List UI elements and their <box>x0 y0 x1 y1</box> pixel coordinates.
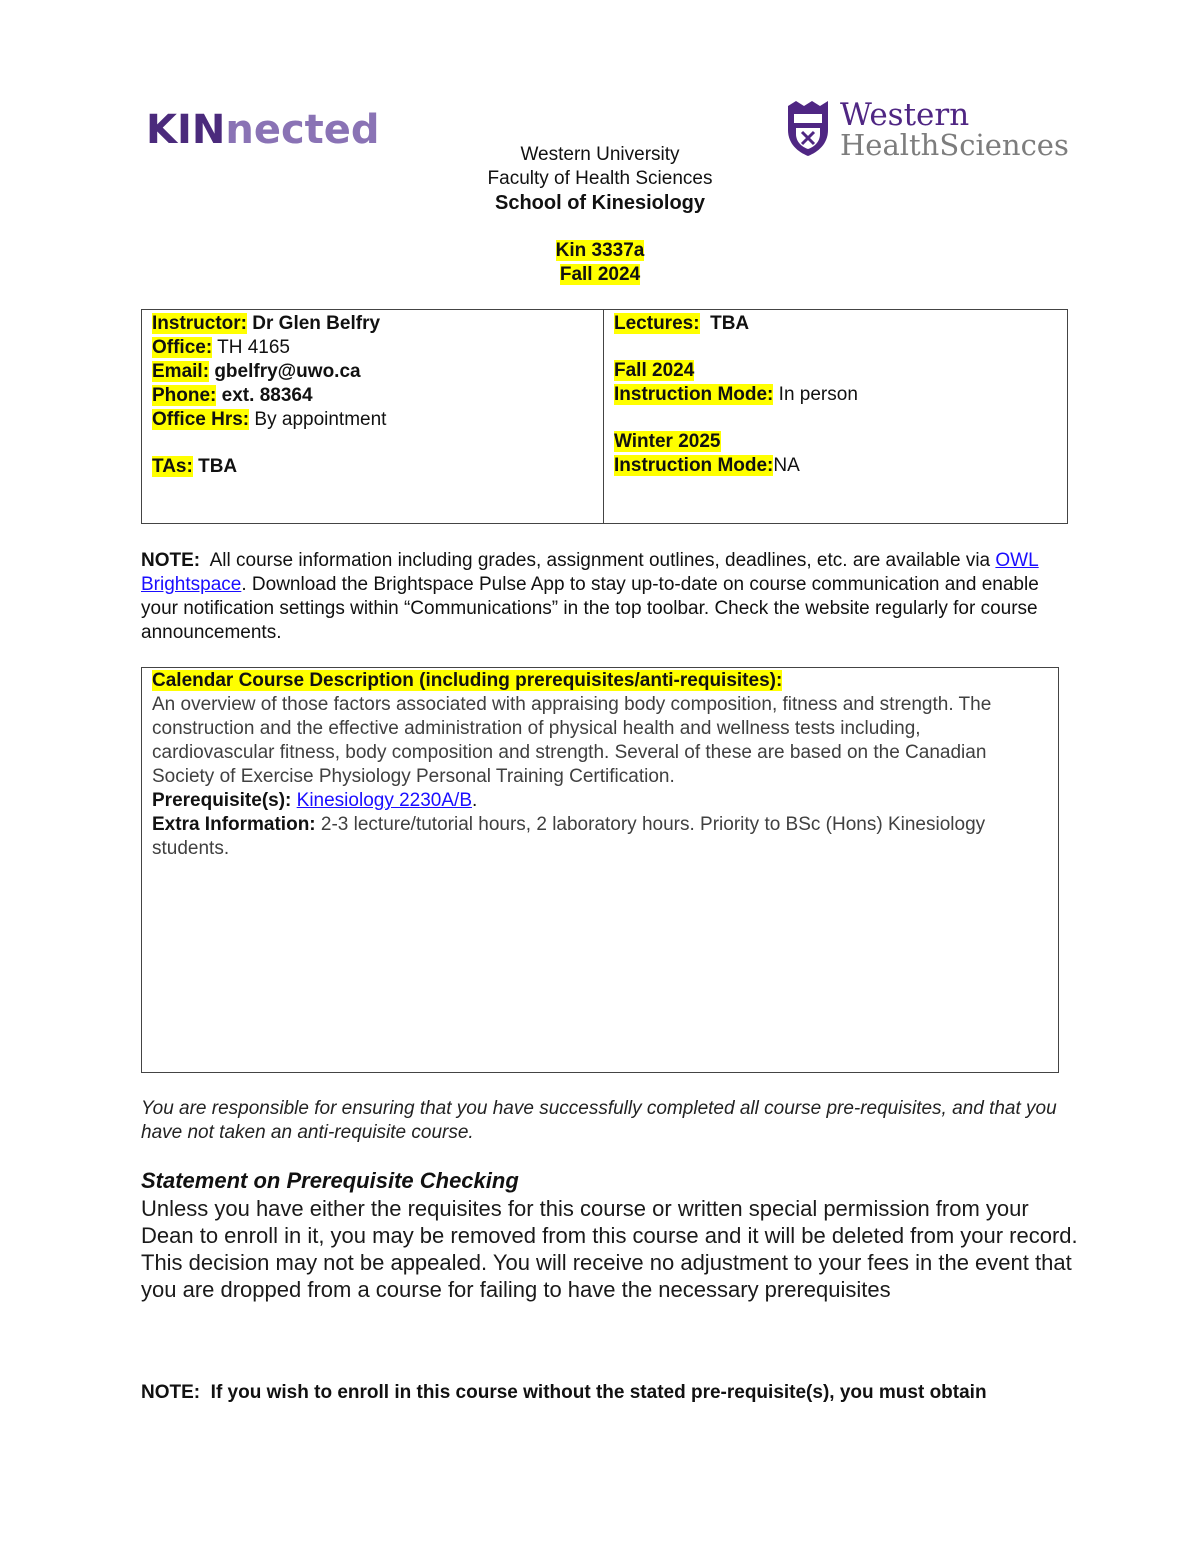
prereq-statement-heading: Statement on Prerequisite Checking <box>141 1168 519 1193</box>
description-heading: Calendar Course Description (including prerequisites/anti-requisites): <box>152 670 783 691</box>
winter-mode-value: NA <box>773 455 800 476</box>
instructor-value: Dr Glen Belfry <box>252 313 381 334</box>
course-code: Kin 3337a <box>555 240 645 261</box>
course-description-box <box>141 667 1059 1073</box>
table-divider <box>603 310 604 523</box>
lectures-label: Lectures: <box>614 313 700 334</box>
brightspace-note <box>141 549 1061 645</box>
course-description-content <box>152 669 1042 861</box>
western-logo-line1: Western <box>840 97 970 133</box>
course-info-table <box>141 309 1068 524</box>
term-line <box>0 263 1200 287</box>
prerequisite-label: Prerequisite(s): <box>152 790 292 811</box>
school-name: School of Kinesiology <box>494 192 705 214</box>
tas-value: TBA <box>198 456 238 477</box>
fall-mode-label: Instruction Mode: <box>614 384 774 405</box>
office-hours-value: By appointment <box>254 409 387 430</box>
kinnected-logo-part2: nected <box>225 107 380 153</box>
extra-info-text: 2-3 lecture/tutorial hours, 2 laboratory hours. Priority to BSc (Hons) Kinesiology students. <box>152 814 986 859</box>
instructor-label: Instructor: <box>152 313 247 334</box>
course-code-line <box>0 239 1200 263</box>
extra-info-label: Extra Information: <box>152 814 316 835</box>
kinnected-logo-part1: KIN <box>146 107 226 153</box>
phone-value: ext. 88364 <box>221 385 313 406</box>
fall-term-label: Fall 2024 <box>614 360 695 381</box>
office-value: TH 4165 <box>217 337 290 358</box>
western-logo-line2: HealthSciences <box>840 128 1069 162</box>
prerequisite-end: . <box>472 790 478 811</box>
responsibility-statement: You are responsible for ensuring that you have successfully completed all course pre-requisites, and that you have not taken an anti-requisite course. <box>141 1098 1057 1143</box>
winter-term-label: Winter 2025 <box>614 431 721 452</box>
lectures-column <box>614 312 858 478</box>
note-label: NOTE: <box>141 550 201 571</box>
phone-label: Phone: <box>152 385 217 406</box>
faculty-name: Faculty of Health Sciences <box>487 168 713 189</box>
university-name: Western University <box>520 144 680 165</box>
email-value: gbelfry@uwo.ca <box>214 361 361 382</box>
final-note: NOTE: If you wish to enroll in this course without the stated pre-requisite(s), you must obtain <box>141 1382 987 1403</box>
prerequisite-link[interactable]: Kinesiology 2230A/B <box>296 790 472 811</box>
fall-mode-value: In person <box>778 384 858 405</box>
winter-mode-label: Instruction Mode: <box>614 455 774 476</box>
note-text-before: All course information including grades, assignment outlines, deadlines, etc. are available via <box>209 550 991 571</box>
prereq-statement-body: Unless you have either the requisites for this course or written special permission from your Dean to enroll in it, you may be removed from this course and it will be deleted from your record. This decision may not be appealed. You will receive no adjustment to your fees in the event that you are dropped from a course for failing to have the necessary prerequisites <box>141 1196 1078 1302</box>
office-hours-label: Office Hrs: <box>152 409 250 430</box>
email-label: Email: <box>152 361 210 382</box>
tas-label: TAs: <box>152 456 193 477</box>
office-label: Office: <box>152 337 213 358</box>
lectures-value: TBA <box>710 313 750 334</box>
description-body: An overview of those factors associated with appraising body composition, fitness and strength. The construction and the effective administration of physical health and wellness tests including, cardiovascular fitness, body composition and strength. Several of these are based on the Canadian Society of Exercise Physiology Personal Training Certification. <box>152 694 992 787</box>
note-text-after: . Download the Brightspace Pulse App to stay up-to-date on course communication and enable your notification settings within “Communications” in the top toolbar. Check the website regularly for course announcements. <box>141 574 1039 643</box>
owl-brightspace-link[interactable]: OWL Brightspace <box>141 550 1039 595</box>
course-term: Fall 2024 <box>559 264 641 285</box>
instructor-column <box>152 312 386 479</box>
